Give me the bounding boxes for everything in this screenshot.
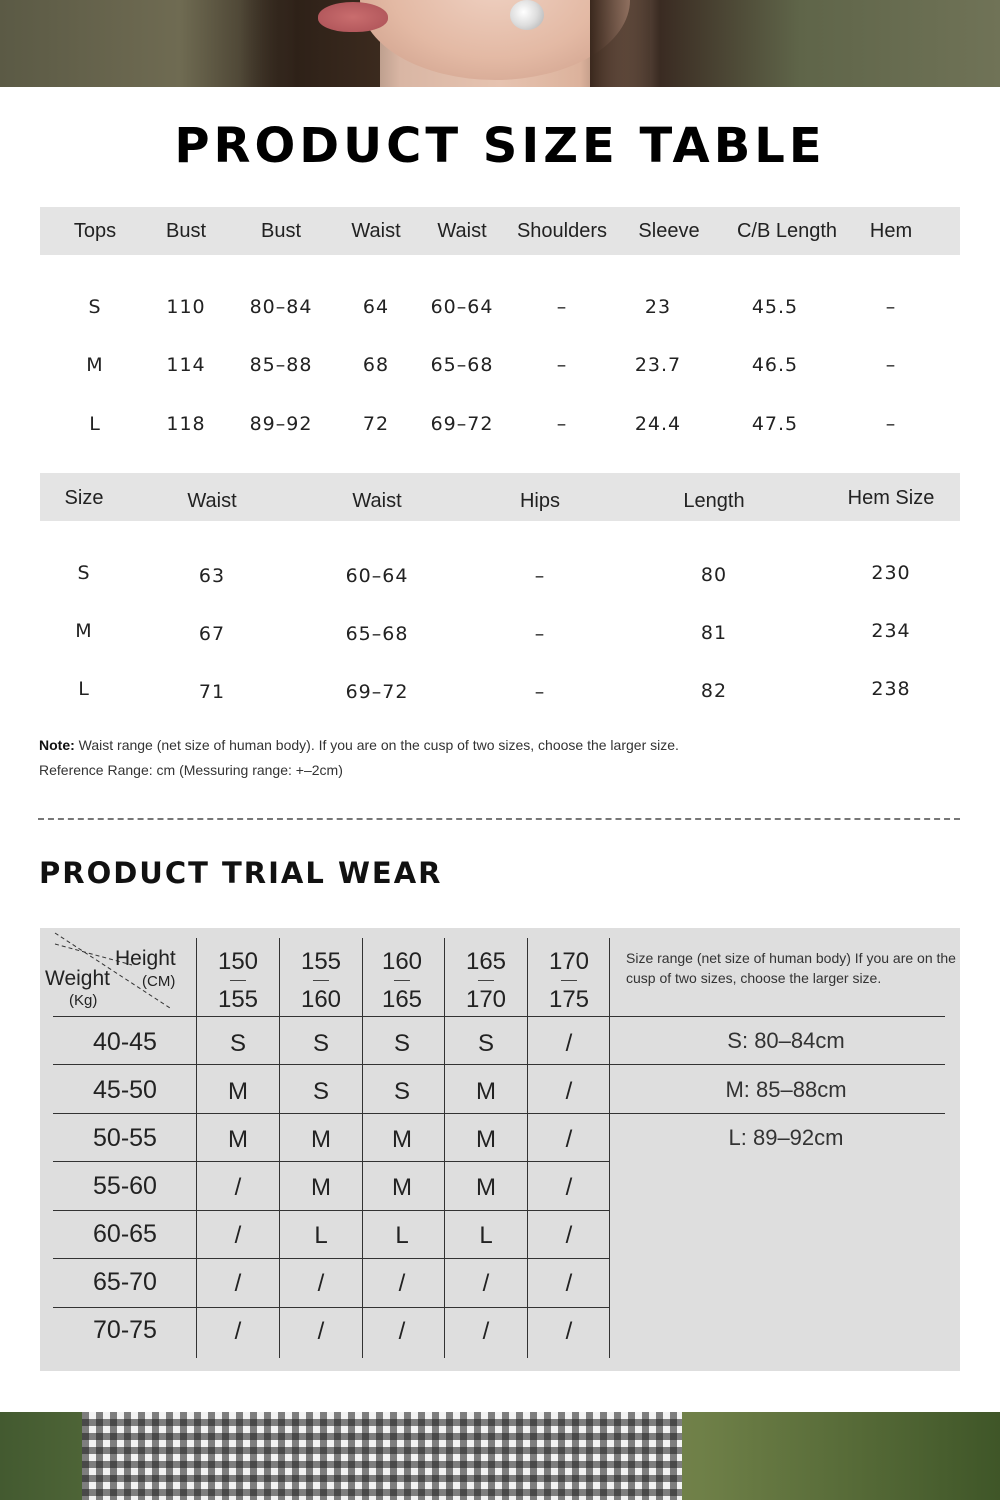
size-cell: / (565, 1030, 573, 1057)
bottom-model-photo (0, 1412, 1000, 1500)
size-cell: / (234, 1174, 242, 1201)
size-cell: M (311, 1126, 331, 1153)
size-cell: / (398, 1318, 406, 1345)
tops-cell: 45.5 (751, 296, 799, 318)
weight-cell: 50-55 (93, 1124, 157, 1152)
tops-cell: 69–72 (430, 413, 494, 435)
section-divider (38, 818, 960, 820)
tops-cell: 68 (362, 354, 390, 376)
bottoms-cell: – (534, 681, 546, 703)
page-title: PRODUCT SIZE TABLE (174, 118, 826, 174)
size-cell: / (565, 1222, 573, 1249)
tops-cell: 118 (166, 413, 206, 435)
size-cell: / (234, 1270, 242, 1297)
size-cell: / (234, 1318, 242, 1345)
grid-line (53, 1258, 610, 1259)
tops-cell: 24.4 (634, 413, 682, 435)
tops-cell: – (885, 413, 897, 435)
height-col: 170 175 (548, 948, 590, 1013)
weight-cell: 70-75 (93, 1316, 157, 1344)
size-cell: S (312, 1030, 330, 1057)
bottoms-cell: – (534, 565, 546, 587)
tops-cell: 65–68 (430, 354, 494, 376)
grid-line (527, 938, 528, 1358)
size-cell: S (393, 1030, 411, 1057)
bottoms-cell: 60–64 (345, 565, 409, 587)
trial-wear-title: PRODUCT TRIAL WEAR (39, 856, 443, 890)
size-cell: M (476, 1126, 496, 1153)
size-note (39, 737, 679, 753)
earring-detail (510, 0, 544, 30)
grid-line (53, 1113, 945, 1114)
height-unit: (CM) (142, 973, 176, 990)
grid-line (362, 938, 363, 1358)
height-col: 160 165 (381, 948, 423, 1013)
size-cell: M (392, 1174, 412, 1201)
weight-cell: 40-45 (93, 1028, 157, 1056)
tops-cell: 114 (166, 354, 206, 376)
note-text: Waist range (net size of human body). If you are on the cusp of two sizes, choose the larger size. (74, 737, 679, 753)
size-cell: L (479, 1222, 493, 1249)
bottoms-header-band (40, 473, 960, 521)
size-cell: / (234, 1222, 242, 1249)
tops-cell: 23 (644, 296, 672, 318)
bottoms-header-cell: Length (683, 490, 745, 512)
tops-cell: 46.5 (751, 354, 799, 376)
bottoms-cell: 81 (700, 622, 728, 644)
grid-line (53, 1064, 945, 1065)
height-col: 150 155 (217, 948, 259, 1013)
tops-cell: 64 (362, 296, 390, 318)
weight-cell: 55-60 (93, 1172, 157, 1200)
size-cell: / (565, 1126, 573, 1153)
size-cell: M (476, 1078, 496, 1105)
grid-line (53, 1161, 610, 1162)
tops-cell: 60–64 (430, 296, 494, 318)
bottoms-cell: 69–72 (345, 681, 409, 703)
bottoms-cell: M (75, 620, 93, 642)
tops-header-cell: Waist (351, 220, 401, 242)
size-cell: / (565, 1078, 573, 1105)
size-range-m: M: 85–88cm (725, 1077, 847, 1102)
size-cell: / (317, 1318, 325, 1345)
lips-detail (318, 2, 388, 32)
bottoms-cell: L (78, 678, 90, 700)
size-cell: M (476, 1174, 496, 1201)
tops-cell: 47.5 (751, 413, 799, 435)
size-cell: M (392, 1126, 412, 1153)
size-cell: S (229, 1030, 247, 1057)
bottoms-header-cell: Size (64, 487, 104, 509)
size-cell: M (228, 1126, 248, 1153)
tops-cell: – (556, 354, 568, 376)
size-range-s: S: 80–84cm (727, 1028, 845, 1053)
bottoms-cell: 230 (871, 562, 911, 584)
bottoms-cell: 71 (198, 681, 226, 703)
bottoms-cell: 82 (700, 680, 728, 702)
size-cell: S (393, 1078, 411, 1105)
note-label: Note: (39, 737, 75, 753)
tops-cell: 80–84 (249, 296, 313, 318)
bottoms-cell: S (77, 562, 91, 584)
weight-label: Weight (45, 967, 110, 990)
grid-line (279, 938, 280, 1358)
tops-cell: L (89, 413, 101, 435)
gingham-skirt (82, 1412, 682, 1500)
height-label: Height (115, 947, 176, 970)
grid-line (196, 938, 197, 1358)
tops-header-cell: Hem (869, 220, 913, 242)
grid-line (609, 938, 610, 1358)
tops-header-cell: Bust (260, 220, 302, 242)
size-cell: S (312, 1078, 330, 1105)
weight-unit: (Kg) (69, 992, 98, 1009)
weight-cell: 65-70 (93, 1268, 157, 1296)
tops-header-cell: Bust (165, 220, 207, 242)
tops-cell: 110 (166, 296, 206, 318)
grid-line (53, 1016, 945, 1017)
tops-cell: – (885, 354, 897, 376)
tops-cell: S (88, 296, 102, 318)
reference-range-note: Reference Range: cm (Messuring range: +–2cm) (39, 762, 343, 778)
size-cell: S (477, 1030, 495, 1057)
trial-wear-side-note: Size range (net size of human body) If you are on the cusp of two sizes, choose the larger size. (626, 950, 956, 986)
tops-header-cell: Tops (73, 220, 117, 242)
tops-cell: – (885, 296, 897, 318)
weight-cell: 45-50 (93, 1076, 157, 1104)
tops-cell: 72 (362, 413, 390, 435)
bottoms-cell: 234 (871, 620, 911, 642)
size-cell: / (565, 1174, 573, 1201)
tops-header-cell: Sleeve (638, 220, 700, 242)
bottoms-cell: – (534, 623, 546, 645)
size-cell: M (311, 1174, 331, 1201)
size-cell: / (565, 1270, 573, 1297)
bottoms-cell: 65–68 (345, 623, 409, 645)
bottoms-cell: 238 (871, 678, 911, 700)
height-col: 165 170 (465, 948, 507, 1013)
height-col: 155 160 (300, 948, 342, 1013)
bottoms-header-cell: Waist (187, 490, 237, 512)
tops-header-cell: Shoulders (516, 220, 608, 242)
top-model-photo (0, 0, 1000, 87)
tops-cell: 23.7 (634, 354, 682, 376)
size-cell: / (482, 1318, 490, 1345)
size-cell: / (398, 1270, 406, 1297)
tops-cell: 85–88 (249, 354, 313, 376)
tops-header-cell: Waist (437, 220, 487, 242)
size-range-l: L: 89–92cm (728, 1125, 844, 1150)
bottoms-header-cell: Waist (352, 490, 402, 512)
grid-line (53, 1307, 610, 1308)
weight-cell: 60-65 (93, 1220, 157, 1248)
tops-cell: 89–92 (249, 413, 313, 435)
size-cell: / (565, 1318, 573, 1345)
size-cell: M (228, 1078, 248, 1105)
grid-line (444, 938, 445, 1358)
bottoms-cell: 80 (700, 564, 728, 586)
bottoms-header-cell: Hem Size (847, 487, 935, 509)
size-cell: L (395, 1222, 409, 1249)
tops-cell: – (556, 296, 568, 318)
size-cell: / (317, 1270, 325, 1297)
bottoms-header-cell: Hips (519, 490, 561, 512)
size-cell: / (482, 1270, 490, 1297)
grid-line (53, 1210, 610, 1211)
tops-header-cell: C/B Length (736, 220, 838, 242)
tops-cell: M (86, 354, 104, 376)
size-cell: L (314, 1222, 328, 1249)
bottoms-cell: 67 (198, 623, 226, 645)
bottoms-cell: 63 (198, 565, 226, 587)
tops-cell: – (556, 413, 568, 435)
